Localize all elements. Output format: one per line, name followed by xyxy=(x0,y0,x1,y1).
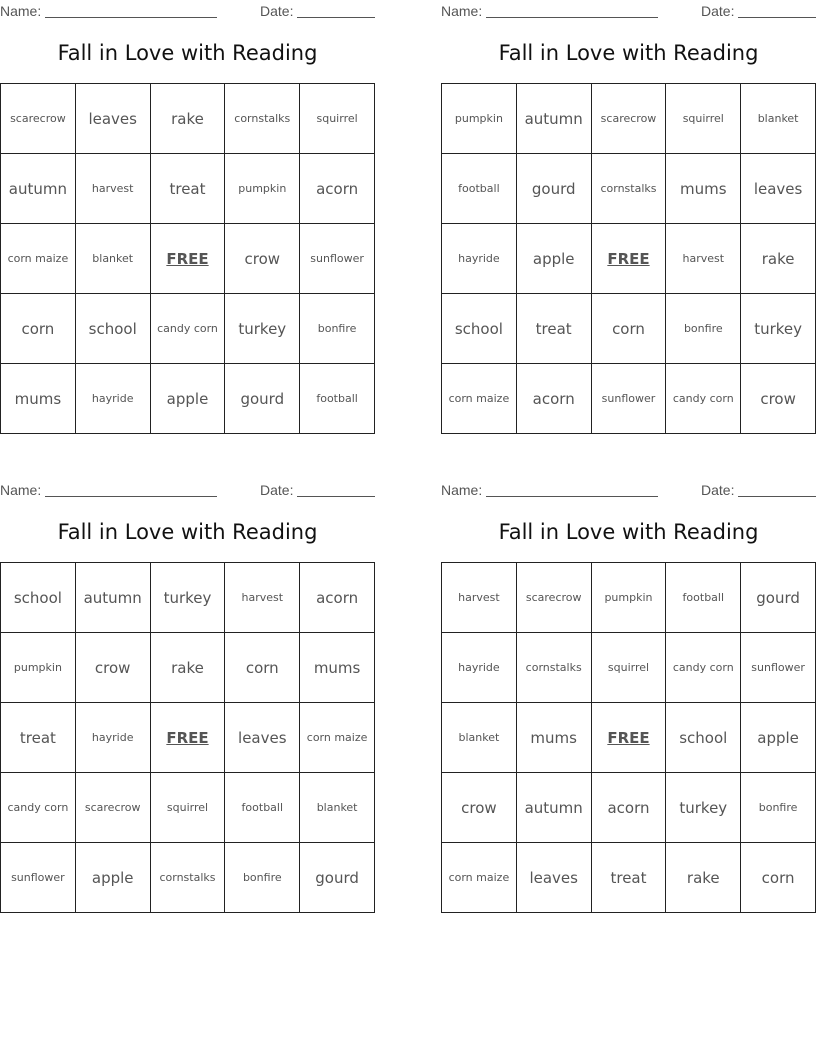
bingo-cell: gourd xyxy=(225,364,300,434)
bingo-cell: school xyxy=(1,563,76,633)
bingo-cell: turkey xyxy=(225,294,300,364)
bingo-cell: turkey xyxy=(666,773,741,843)
date-label: Date: xyxy=(701,3,735,19)
bingo-cell: crow xyxy=(442,773,517,843)
bingo-cell: hayride xyxy=(76,364,151,434)
bingo-cell: acorn xyxy=(592,773,667,843)
name-blank xyxy=(45,496,217,497)
bingo-cell: crow xyxy=(76,633,151,703)
bingo-cell: hayride xyxy=(442,224,517,294)
bingo-cell: treat xyxy=(592,843,667,913)
bingo-cell: autumn xyxy=(517,773,592,843)
name-date-row xyxy=(441,0,816,22)
bingo-cell: acorn xyxy=(300,563,375,633)
bingo-cell: leaves xyxy=(517,843,592,913)
bingo-cell: treat xyxy=(1,703,76,773)
bingo-cell: sunflower xyxy=(1,843,76,913)
name-date-row xyxy=(0,479,375,501)
bingo-cell: rake xyxy=(666,843,741,913)
bingo-cell: gourd xyxy=(300,843,375,913)
name-blank xyxy=(486,17,658,18)
bingo-cell: harvest xyxy=(76,154,151,224)
date-blank xyxy=(738,496,816,497)
date-label: Date: xyxy=(260,482,294,498)
card-title: Fall in Love with Reading xyxy=(57,520,318,544)
bingo-cell: hayride xyxy=(76,703,151,773)
bingo-cell: mums xyxy=(300,633,375,703)
bingo-cell: corn xyxy=(1,294,76,364)
bingo-cell: scarecrow xyxy=(1,84,76,154)
free-space-cell: FREE xyxy=(151,703,226,773)
bingo-cell: leaves xyxy=(741,154,816,224)
name-label: Name: xyxy=(441,3,483,19)
bingo-cell: blanket xyxy=(76,224,151,294)
bingo-cell: pumpkin xyxy=(442,84,517,154)
free-space-cell: FREE xyxy=(592,224,667,294)
bingo-cell: hayride xyxy=(442,633,517,703)
bingo-cell: autumn xyxy=(517,84,592,154)
bingo-cell: harvest xyxy=(225,563,300,633)
bingo-grid xyxy=(441,562,816,913)
bingo-cell: corn maize xyxy=(300,703,375,773)
name-label: Name: xyxy=(441,482,483,498)
bingo-cell: mums xyxy=(1,364,76,434)
bingo-cell: sunflower xyxy=(592,364,667,434)
bingo-cell: scarecrow xyxy=(517,563,592,633)
bingo-cell: corn xyxy=(741,843,816,913)
bingo-cell: apple xyxy=(76,843,151,913)
bingo-cell: school xyxy=(76,294,151,364)
card-title: Fall in Love with Reading xyxy=(57,41,318,65)
bingo-cell: crow xyxy=(741,364,816,434)
free-space-cell: FREE xyxy=(592,703,667,773)
bingo-cell: treat xyxy=(517,294,592,364)
bingo-cell: apple xyxy=(741,703,816,773)
bingo-cell: bonfire xyxy=(666,294,741,364)
bingo-cell: acorn xyxy=(300,154,375,224)
bingo-cell: gourd xyxy=(517,154,592,224)
bingo-cell: candy corn xyxy=(666,633,741,703)
bingo-cell: apple xyxy=(151,364,226,434)
bingo-cell: sunflower xyxy=(741,633,816,703)
bingo-cell: bonfire xyxy=(300,294,375,364)
bingo-cell: corn maize xyxy=(1,224,76,294)
bingo-cell: turkey xyxy=(741,294,816,364)
name-label: Name: xyxy=(0,3,42,19)
bingo-cell: cornstalks xyxy=(151,843,226,913)
bingo-cell: candy corn xyxy=(1,773,76,843)
bingo-cell: school xyxy=(666,703,741,773)
bingo-cell: autumn xyxy=(1,154,76,224)
name-label: Name: xyxy=(0,482,42,498)
bingo-cell: school xyxy=(442,294,517,364)
bingo-cell: corn xyxy=(225,633,300,703)
bingo-cell: corn xyxy=(592,294,667,364)
bingo-cell: pumpkin xyxy=(1,633,76,703)
date-blank xyxy=(297,17,375,18)
bingo-cell: squirrel xyxy=(666,84,741,154)
bingo-cell: squirrel xyxy=(151,773,226,843)
bingo-cell: blanket xyxy=(442,703,517,773)
bingo-cell: cornstalks xyxy=(225,84,300,154)
bingo-cell: apple xyxy=(517,224,592,294)
bingo-cell: treat xyxy=(151,154,226,224)
bingo-cell: leaves xyxy=(76,84,151,154)
bingo-cell: pumpkin xyxy=(592,563,667,633)
bingo-cell: football xyxy=(442,154,517,224)
bingo-cell: football xyxy=(300,364,375,434)
bingo-grid xyxy=(0,562,375,913)
bingo-grid xyxy=(0,83,375,434)
bingo-cell: turkey xyxy=(151,563,226,633)
bingo-cell: football xyxy=(666,563,741,633)
name-blank xyxy=(45,17,217,18)
bingo-cell: rake xyxy=(741,224,816,294)
name-blank xyxy=(486,496,658,497)
card-title: Fall in Love with Reading xyxy=(498,41,759,65)
bingo-cell: cornstalks xyxy=(592,154,667,224)
bingo-cell: harvest xyxy=(442,563,517,633)
date-label: Date: xyxy=(260,3,294,19)
bingo-cell: harvest xyxy=(666,224,741,294)
bingo-cell: bonfire xyxy=(225,843,300,913)
bingo-cell: leaves xyxy=(225,703,300,773)
bingo-cell: crow xyxy=(225,224,300,294)
bingo-cell: corn maize xyxy=(442,843,517,913)
bingo-cell: mums xyxy=(517,703,592,773)
bingo-cell: football xyxy=(225,773,300,843)
bingo-cell: rake xyxy=(151,84,226,154)
bingo-cell: candy corn xyxy=(151,294,226,364)
bingo-cell: blanket xyxy=(741,84,816,154)
date-label: Date: xyxy=(701,482,735,498)
date-blank xyxy=(738,17,816,18)
bingo-cell: gourd xyxy=(741,563,816,633)
bingo-grid xyxy=(441,83,816,434)
bingo-cell: blanket xyxy=(300,773,375,843)
bingo-cell: corn maize xyxy=(442,364,517,434)
bingo-cell: scarecrow xyxy=(76,773,151,843)
bingo-cell: squirrel xyxy=(592,633,667,703)
bingo-cell: acorn xyxy=(517,364,592,434)
bingo-cell: autumn xyxy=(76,563,151,633)
name-date-row xyxy=(441,479,816,501)
bingo-cell: mums xyxy=(666,154,741,224)
free-space-cell: FREE xyxy=(151,224,226,294)
name-date-row xyxy=(0,0,375,22)
bingo-cell: pumpkin xyxy=(225,154,300,224)
bingo-cell: candy corn xyxy=(666,364,741,434)
bingo-cell: cornstalks xyxy=(517,633,592,703)
bingo-cell: rake xyxy=(151,633,226,703)
bingo-cell: sunflower xyxy=(300,224,375,294)
bingo-cell: scarecrow xyxy=(592,84,667,154)
bingo-cell: bonfire xyxy=(741,773,816,843)
card-title: Fall in Love with Reading xyxy=(498,520,759,544)
date-blank xyxy=(297,496,375,497)
bingo-cell: squirrel xyxy=(300,84,375,154)
